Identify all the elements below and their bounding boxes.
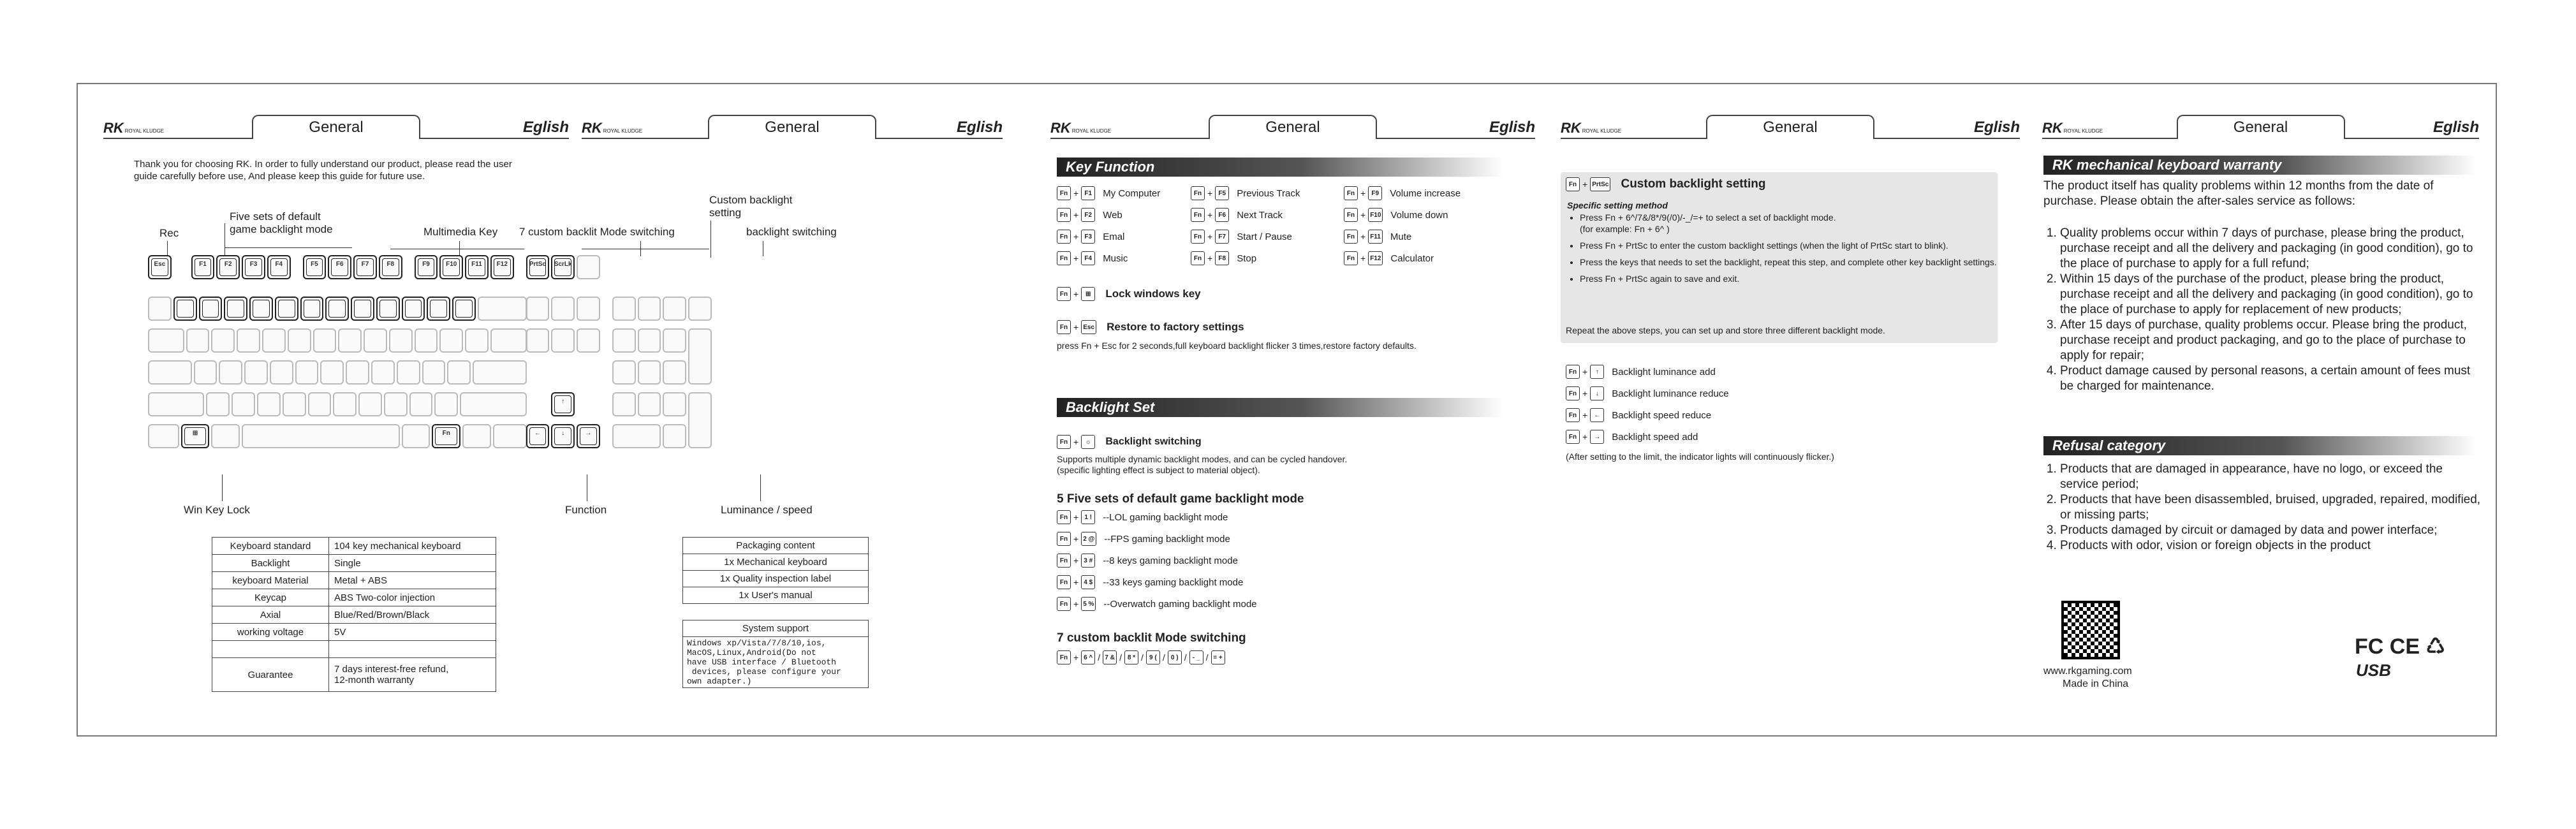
- header-lang: Eglish: [1489, 119, 1535, 136]
- steps-list: [1567, 212, 2001, 290]
- policy-item: 2. Within 15 days of the purchase of the product, please bring the product, purchase receipt and all the delivery and packaging (in good condition), go to the place of purchase to apply for replacement of new products;: [2060, 272, 2481, 318]
- setting-step: • Press Fn + PrtSc to enter the custom backlight settings (when the light of PrtSc start to blink).: [1580, 240, 2001, 251]
- fn-combo-label: My Computer: [1103, 187, 1161, 199]
- header-tab: General: [1209, 115, 1377, 139]
- keyboard-key: [371, 360, 395, 385]
- keyboard-key: [462, 424, 491, 448]
- header-tab: General: [2177, 115, 2345, 139]
- f-key: F12: [1368, 251, 1383, 265]
- game-mode-row: Fn + 1 ! --LOL gaming backlight mode: [1057, 510, 1228, 524]
- game-mode-row: Fn + 2 @ --FPS gaming backlight mode: [1057, 532, 1230, 546]
- spec-key: Keyboard standard: [212, 538, 329, 555]
- f-key: F10: [1368, 208, 1383, 222]
- game-mode-row: Fn + 4 $ --33 keys gaming backlight mode: [1057, 575, 1243, 589]
- keyboard-key: F6: [328, 255, 351, 279]
- fn-combo: Fn + F5 Previous Track: [1191, 186, 1300, 200]
- backlight-set-banner: Backlight Set: [1057, 398, 1503, 417]
- f-key: F11: [1368, 230, 1383, 244]
- keyboard-key: F11: [465, 255, 489, 279]
- limit-note: (After setting to the limit, the indicator lights will continuously flicker.): [1566, 451, 1834, 462]
- keyboard-key: [232, 392, 255, 416]
- keyboard-key: [638, 328, 661, 353]
- fn-combo: Fn + F2 Web: [1057, 208, 1122, 222]
- label-backlight-switching: backlight switching: [746, 226, 837, 238]
- spec-value: Metal + ABS: [329, 572, 496, 589]
- restore-row: Fn + Esc Restore to factory settings: [1057, 320, 1244, 334]
- keyboard-key: [663, 360, 686, 385]
- keyboard-key: ←: [526, 424, 550, 448]
- fn-combo-label: Emal: [1103, 231, 1125, 242]
- keyboard-key: [186, 328, 210, 353]
- fn-combo-label: Music: [1103, 253, 1128, 264]
- fn-combo: Fn + F8 Stop: [1191, 251, 1256, 265]
- header-tab: General: [708, 115, 876, 139]
- fn-combo: Fn + F7 Start / Pause: [1191, 230, 1292, 244]
- keyboard-key: Esc: [148, 255, 172, 279]
- arrow-key-icon: ↑: [1590, 365, 1604, 379]
- label-win-lock: Win Key Lock: [184, 504, 250, 516]
- lock-windows-label: Lock windows key: [1105, 288, 1201, 300]
- fn-combo: Fn + F12 Calculator: [1344, 251, 1434, 265]
- setting-step: • Press Fn + 6^/7&/8*/9(/0)/-_/=+ to select a set of backlight mode. (for example: Fn + 6^ ): [1580, 212, 2001, 235]
- fn-combo: Fn + F3 Emal: [1057, 230, 1124, 244]
- keyboard-key: [148, 424, 179, 448]
- label-custom-backlight: Custom backlight setting: [709, 194, 793, 219]
- keyboard-key: [257, 392, 281, 416]
- made-in: Made in China: [2063, 679, 2129, 689]
- keyboard-key: [338, 328, 362, 353]
- keyboard-key: [688, 297, 712, 321]
- number-key: 3 #: [1081, 554, 1095, 568]
- spec-row: [212, 572, 496, 589]
- packaging-box: [682, 537, 869, 604]
- keyboard-key: [262, 328, 286, 353]
- keyboard-key: [465, 328, 489, 353]
- game-mode-label: --Overwatch gaming backlight mode: [1103, 598, 1257, 610]
- custom-mode-key: 0 ): [1168, 650, 1182, 664]
- keyboard-key: [270, 360, 293, 385]
- keyboard-key: F1: [191, 255, 215, 279]
- f-key: F4: [1081, 251, 1095, 265]
- panel-warranty: [2017, 84, 2498, 735]
- fn-combo-label: Calculator: [1390, 253, 1434, 264]
- keyboard-key: [295, 360, 319, 385]
- keyboard-key: [452, 297, 476, 321]
- keyboard-key: ScrLk: [551, 255, 575, 279]
- f-key: F8: [1215, 251, 1229, 265]
- keyboard-key: [325, 297, 349, 321]
- keyboard-key: [663, 392, 686, 416]
- keyboard-key: [242, 424, 400, 448]
- packaging-item: 1x User's manual: [739, 590, 813, 601]
- f-key: F9: [1368, 186, 1382, 200]
- keyboard-key: F5: [303, 255, 327, 279]
- packaging-item: 1x Mechanical keyboard: [683, 554, 868, 571]
- warranty-list: [2043, 226, 2481, 394]
- keyboard-key: [211, 424, 240, 448]
- number-key: 5 %: [1081, 597, 1096, 611]
- header-lang: Eglish: [522, 119, 569, 136]
- spec-key: Keycap: [212, 589, 329, 606]
- keyboard-key: F12: [490, 255, 514, 279]
- keyboard-key: [612, 297, 636, 321]
- keyboard-key: [493, 424, 527, 448]
- keyboard-key: [313, 328, 337, 353]
- spec-key: keyboard Material: [212, 572, 329, 589]
- website: www.rkgaming.com: [2043, 666, 2132, 677]
- policy-item: 4. Product damage caused by personal reasons, a certain amount of fees must be charged for maintenance.: [2060, 363, 2481, 394]
- rk-logo: RK ROYAL KLUDGE: [1050, 120, 1112, 136]
- policy-item: 1. Products that are damaged in appearance, have no logo, or exceed the service period;: [2060, 462, 2481, 492]
- fn-combo-label: Mute: [1390, 231, 1412, 242]
- keyboard-key: F3: [242, 255, 265, 279]
- keyboard-key: [427, 297, 450, 321]
- five-sets-title: 5 Five sets of default game backlight mode: [1057, 492, 1304, 506]
- adjust-row: Fn + → Backlight speed add: [1566, 430, 1698, 444]
- keyboard-key: [447, 360, 471, 385]
- policy-item: 4. Products with odor, vision or foreign objects in the product: [2060, 538, 2481, 554]
- setting-step: • Press Fn + PrtSc again to save and exit.: [1580, 273, 2001, 284]
- number-key: 2 @: [1081, 532, 1096, 546]
- keyboard-key: [439, 328, 463, 353]
- keyboard-key: [577, 255, 600, 279]
- custom-mode-key: 6 ^: [1081, 650, 1095, 664]
- rk-logo: RK ROYAL KLUDGE: [582, 120, 643, 136]
- custom-mode-key: 9 (: [1146, 650, 1160, 664]
- keyboard-key: [364, 328, 387, 353]
- header-lang: Eglish: [1973, 119, 2020, 136]
- intro-text: Thank you for choosing RK. In order to fully understand our product, please read the user guide carefully before use, And please keep this guide for future use.: [134, 159, 512, 182]
- game-mode-label: --LOL gaming backlight mode: [1103, 511, 1228, 523]
- custom-mode-key: - _: [1189, 650, 1203, 664]
- keyboard-key: [638, 360, 661, 385]
- spec-value: 5V: [329, 624, 496, 641]
- keyboard-key: [551, 297, 575, 321]
- f-key: F1: [1081, 186, 1095, 200]
- windows-key-icon: ⊞: [1081, 287, 1095, 301]
- keyboard-key: [249, 297, 273, 321]
- method-title: Specific setting method: [1567, 200, 1668, 210]
- keyboard-diagram: [148, 255, 983, 483]
- keyboard-key: ↑: [551, 392, 575, 416]
- usb-logo-icon: USB: [2356, 661, 2391, 680]
- warranty-banner: RK mechanical keyboard warranty: [2043, 156, 2477, 175]
- keyboard-key: [148, 297, 172, 321]
- spec-value: ABS Two-color injection: [329, 589, 496, 606]
- spec-row: [212, 538, 496, 555]
- f-key: F5: [1215, 186, 1229, 200]
- label-function: Function: [565, 504, 607, 516]
- cert-marks-icon: FC CE ♺: [2355, 635, 2445, 659]
- spec-key: [212, 641, 329, 658]
- header-lang: Eglish: [956, 119, 1003, 136]
- custom-title: Custom backlight setting: [1621, 177, 1766, 191]
- keyboard-key: ⊞: [181, 424, 210, 448]
- number-key: 4 $: [1081, 575, 1095, 589]
- adjust-row: Fn + ↓ Backlight luminance reduce: [1566, 386, 1729, 400]
- spec-value: 7 days interest-free refund, 12-month warranty: [329, 658, 496, 692]
- system-support-box: [682, 620, 869, 688]
- rk-logo: RK ROYAL KLUDGE: [2042, 120, 2103, 136]
- refusal-list: [2043, 462, 2481, 554]
- header-tab: General: [252, 115, 420, 139]
- keyboard-key: [638, 297, 661, 321]
- adjust-label: Backlight luminance reduce: [1612, 388, 1729, 399]
- custom-mode-key: = +: [1211, 650, 1225, 664]
- refusal-banner: Refusal category: [2043, 436, 2477, 455]
- keyboard-key: [551, 328, 575, 353]
- label-five-sets: Five sets of default game backlight mode: [230, 210, 333, 235]
- keyboard-key: [663, 424, 686, 448]
- keyboard-key: [612, 392, 636, 416]
- spec-row: [212, 589, 496, 606]
- spec-row: [212, 555, 496, 572]
- fn-combo-label: Volume down: [1390, 209, 1448, 221]
- panel-header: [103, 116, 569, 142]
- spec-row: [212, 624, 496, 641]
- policy-item: 3. After 15 days of purchase, quality problems occur. Please bring the product, purchase receipt and product packaging, and go to the place of purchase to apply for repair;: [2060, 318, 2481, 363]
- restore-desc: press Fn + Esc for 2 seconds,full keyboard backlight flicker 3 times,restore factory defaults.: [1057, 341, 1417, 351]
- seven-title: 7 custom backlit Mode switching: [1057, 631, 1246, 645]
- keyboard-key: [422, 360, 446, 385]
- adjust-row: Fn + ↑ Backlight luminance add: [1566, 365, 1716, 379]
- keyboard-key: [173, 297, 197, 321]
- backlight-switch-label: Backlight switching: [1105, 436, 1202, 447]
- keyboard-key: [612, 328, 636, 353]
- spec-row: [212, 606, 496, 624]
- label-rec: Rec: [159, 227, 179, 239]
- keyboard-key: [415, 328, 438, 353]
- keyboard-key: [351, 297, 374, 321]
- keyboard-key: F2: [216, 255, 240, 279]
- keyboard-key: [473, 360, 526, 385]
- keyboard-key: [663, 328, 686, 353]
- keyboard-key: [288, 328, 311, 353]
- keyboard-key: [237, 328, 260, 353]
- keyboard-key: →: [577, 424, 600, 448]
- keyboard-key: [224, 297, 247, 321]
- keyboard-key: [320, 360, 344, 385]
- keyboard-key: [688, 392, 712, 448]
- spec-key: working voltage: [212, 624, 329, 641]
- keyboard-key: [194, 360, 217, 385]
- keyboard-key: PrtSc: [526, 255, 550, 279]
- keyboard-key: [148, 392, 204, 416]
- keyboard-key: [577, 297, 600, 321]
- manual-sheet: [77, 83, 2497, 737]
- keyboard-key: [219, 360, 242, 385]
- panel-header: [2042, 116, 2479, 142]
- backlight-switch-row: Fn + ☼ Backlight switching: [1057, 435, 1202, 449]
- fn-combo: Fn + F11 Mute: [1344, 230, 1411, 244]
- fn-combo-label: Previous Track: [1237, 187, 1300, 199]
- fn-key: Fn: [1057, 287, 1071, 301]
- system-text: Windows xp/Vista/7/8/10,ios, MacOS,Linux,Android(Do not have USB interface / Bluetooth devices, please configure your own adapter.): [687, 638, 841, 686]
- keyboard-key: [397, 360, 420, 385]
- keyboard-key: [490, 328, 527, 353]
- qr-code: [2061, 601, 2120, 659]
- spec-key: Guarantee: [212, 658, 329, 692]
- spec-key: Backlight: [212, 555, 329, 572]
- game-mode-label: --33 keys gaming backlight mode: [1103, 576, 1244, 588]
- spec-table: [212, 537, 496, 692]
- packaging-title: Packaging content: [683, 538, 868, 554]
- keyboard-key: [148, 328, 184, 353]
- lock-windows-row: Fn + ⊞ Lock windows key: [1057, 287, 1201, 301]
- label-luminance: Luminance / speed: [721, 504, 813, 516]
- adjust-row: Fn + ← Backlight speed reduce: [1566, 408, 1711, 422]
- keyboard-key: [612, 360, 636, 385]
- keyboard-key: [148, 360, 192, 385]
- spec-value: Blue/Red/Brown/Black: [329, 606, 496, 624]
- keyboard-key: [460, 392, 526, 416]
- keyboard-key: [638, 392, 661, 416]
- keyboard-key: [283, 392, 306, 416]
- keyboard-key: [478, 297, 527, 321]
- spec-value: Single: [329, 555, 496, 572]
- panel-header-2: [582, 116, 1003, 142]
- game-mode-row: Fn + 3 # --8 keys gaming backlight mode: [1057, 554, 1238, 568]
- panel-key-function: [1050, 84, 1535, 735]
- restore-title: Restore to factory settings: [1107, 321, 1244, 333]
- custom-mode-key: 8 *: [1124, 650, 1138, 664]
- rk-logo: RK ROYAL KLUDGE: [103, 120, 165, 136]
- keyboard-key: ↓: [551, 424, 575, 448]
- keyboard-key: [346, 360, 369, 385]
- spec-row: [212, 658, 496, 692]
- label-multimedia: Multimedia Key: [423, 226, 498, 238]
- keyboard-key: [384, 392, 408, 416]
- policy-item: 1. Quality problems occur within 7 days of purchase, please bring the product, purchase receipt and all the delivery and packaging (in good condition), go to the place of purchase to apply for a full refund;: [2060, 226, 2481, 272]
- panel-overview: [78, 84, 1015, 735]
- keyboard-key: [688, 328, 712, 385]
- fn-combo: Fn + F10 Volume down: [1344, 208, 1448, 222]
- fn-combo: Fn + F1 My Computer: [1057, 186, 1160, 200]
- custom-mode-key: 7 &: [1103, 650, 1117, 664]
- game-mode-label: --8 keys gaming backlight mode: [1103, 555, 1238, 566]
- number-key: 1 !: [1081, 510, 1095, 524]
- game-mode-label: --FPS gaming backlight mode: [1104, 533, 1230, 545]
- seven-keys-row: Fn + 6 ^ / 7 & / 8 * / 9 ( / 0 ) / - _ / = +: [1057, 650, 1225, 664]
- keyboard-key: [526, 328, 550, 353]
- fn-combo: Fn + F9 Volume increase: [1344, 186, 1461, 200]
- warranty-intro: The product itself has quality problems within 12 months from the date of purchase. Please obtain the after-sales service as follows:: [2043, 179, 2434, 208]
- keyboard-key: [663, 297, 686, 321]
- f-key: F3: [1081, 230, 1095, 244]
- header-tab: General: [1706, 115, 1874, 139]
- keyboard-key: F7: [353, 255, 377, 279]
- arrow-key-icon: ←: [1590, 408, 1604, 422]
- keyboard-key: [211, 328, 235, 353]
- fn-combo: Fn + F6 Next Track: [1191, 208, 1283, 222]
- keyboard-key: [526, 297, 550, 321]
- fn-combo-label: Web: [1103, 209, 1122, 221]
- keyboard-key: [300, 297, 324, 321]
- f-key: F2: [1081, 208, 1095, 222]
- fn-combo-label: Volume increase: [1390, 187, 1461, 199]
- panel-header: [1050, 116, 1535, 142]
- keyboard-key: [206, 392, 230, 416]
- game-mode-row: Fn + 5 % --Overwatch gaming backlight mode: [1057, 597, 1257, 611]
- rk-logo: RK ROYAL KLUDGE: [1561, 120, 1622, 136]
- keyboard-key: [358, 392, 382, 416]
- arrow-key-icon: ↓: [1590, 386, 1604, 400]
- label-seven-custom: 7 custom backlit Mode switching: [519, 226, 675, 238]
- keyboard-key: [275, 297, 298, 321]
- keyboard-key: [409, 392, 433, 416]
- keyboard-key: [434, 392, 458, 416]
- keyboard-key: [612, 424, 661, 448]
- spec-row: [212, 641, 496, 658]
- policy-item: 2. Products that have been disassembled, bruised, upgraded, repaired, modified, or missing parts;: [2060, 492, 2481, 523]
- fn-combo-label: Start / Pause: [1237, 231, 1292, 242]
- keyboard-key: F10: [439, 255, 463, 279]
- keyboard-key: [402, 424, 431, 448]
- spec-key: Axial: [212, 606, 329, 624]
- panel-custom-backlight: [1535, 84, 2020, 735]
- repeat-note: Repeat the above steps, you can set up and store three different backlight mode.: [1566, 325, 1885, 335]
- header-lang: Eglish: [2432, 119, 2479, 136]
- keyboard-key: [199, 297, 223, 321]
- keyboard-key: [402, 297, 425, 321]
- custom-title-row: Fn + PrtSc Custom backlight setting: [1566, 177, 1765, 191]
- policy-item: 3. Products damaged by circuit or damaged by data and power interface;: [2060, 523, 2481, 538]
- adjust-label: Backlight luminance add: [1612, 366, 1716, 378]
- keyboard-key: [333, 392, 357, 416]
- adjust-label: Backlight speed reduce: [1612, 409, 1712, 421]
- key-function-banner: Key Function: [1057, 158, 1503, 177]
- keyboard-key: [244, 360, 268, 385]
- f-key: F7: [1215, 230, 1229, 244]
- keyboard-key: F9: [415, 255, 438, 279]
- keyboard-key: [577, 328, 600, 353]
- keyboard-key: [389, 328, 413, 353]
- keyboard-key: Fn: [432, 424, 460, 448]
- keyboard-key: [376, 297, 400, 321]
- spec-value: [329, 641, 496, 658]
- keyboard-key: F8: [379, 255, 402, 279]
- f-key: F6: [1215, 208, 1229, 222]
- arrow-key-icon: →: [1590, 430, 1604, 444]
- packaging-item: 1x Quality inspection label: [683, 571, 868, 587]
- keyboard-key: F4: [267, 255, 291, 279]
- backlight-key-icon: ☼: [1081, 435, 1095, 449]
- fn-combo-label: Next Track: [1237, 209, 1283, 221]
- fn-combo: Fn + F4 Music: [1057, 251, 1128, 265]
- panel-header: [1561, 116, 2020, 142]
- system-title: System support: [683, 620, 868, 637]
- backlight-desc: Supports multiple dynamic backlight modes, and can be cycled handover. (specific lighting effect is subject to material object).: [1057, 454, 1348, 475]
- fn-combo-label: Stop: [1237, 253, 1257, 264]
- spec-value: 104 key mechanical keyboard: [329, 538, 496, 555]
- adjust-label: Backlight speed add: [1612, 431, 1698, 443]
- keyboard-key: [308, 392, 332, 416]
- setting-step: • Press the keys that needs to set the backlight, repeat this step, and complete other key backlight settings.: [1580, 256, 2001, 268]
